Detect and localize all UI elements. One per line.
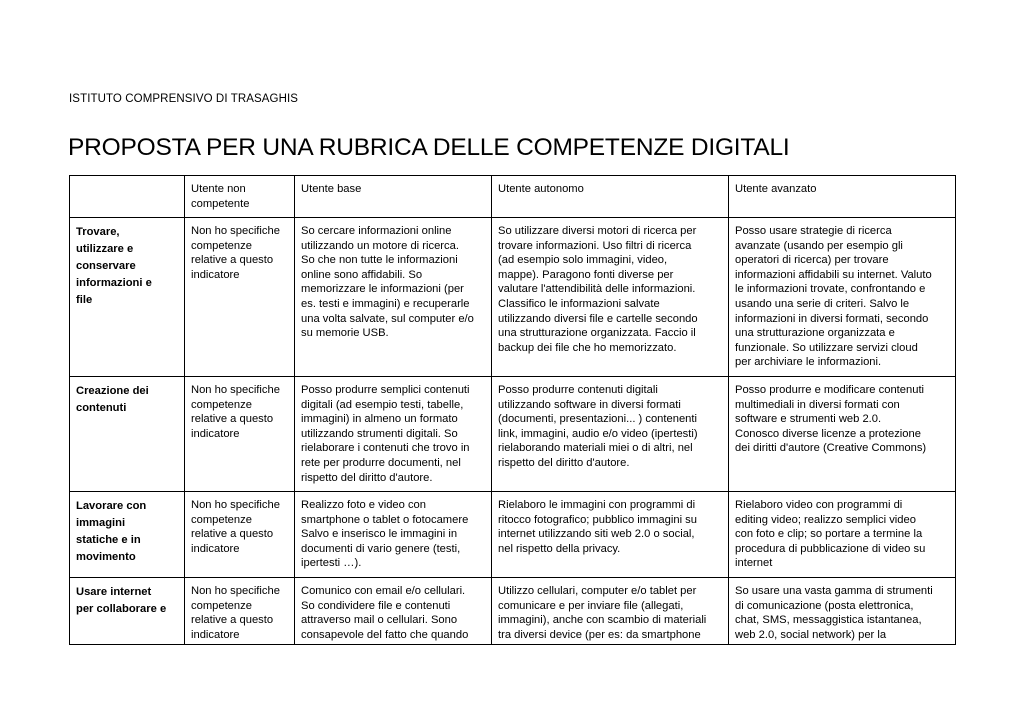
table-cell: Utilizzo cellulari, computer e/o tablet per comunicare e per inviare file (allegati, immagini), anche con scambio di materiali tra diversi device (per es: da smartphone: [492, 578, 729, 645]
row-label: Usare internet per collaborare e: [70, 578, 185, 645]
table-cell: Posso produrre e modificare contenuti multimediali in diversi formati con software e strumenti web 2.0. Conosco diverse licenze a protezione dei diritti d'autore (Creative Commons): [729, 377, 956, 492]
table-cell: Rielaboro le immagini con programmi di ritocco fotografico; pubblico immagini su internet utilizzando siti web 2.0 o social, nel rispetto della privacy.: [492, 492, 729, 578]
competence-rubric-table: [69, 175, 956, 645]
table-cell: Non ho specifiche competenze relative a questo indicatore: [185, 218, 295, 377]
table-row: [70, 578, 956, 645]
table-cell: Non ho specifiche competenze relative a questo indicatore: [185, 578, 295, 645]
table-row: [70, 377, 956, 492]
header-cell-non-competent: Utente non competente: [185, 176, 295, 218]
table-cell: Comunico con email e/o cellulari. So condividere file e contenuti attraverso mail o cellulari. Sono consapevole del fatto che quando: [295, 578, 492, 645]
header-cell-advanced: Utente avanzato: [729, 176, 956, 218]
institute-name: ISTITUTO COMPRENSIVO DI TRASAGHIS: [69, 93, 299, 105]
table-cell: So cercare informazioni online utilizzando un motore di ricerca. So che non tutte le informazioni online sono affidabili. So memorizzare le informazioni (per es. testi e immagini) e recuperarle una volta salvate, sul computer e/o su memorie USB.: [295, 218, 492, 377]
header-row: [70, 176, 956, 218]
table-cell: Rielaboro video con programmi di editing video; realizzo semplici video con foto e clip; so portare a termine la procedura di pubblicazione di video su internet: [729, 492, 956, 578]
header-cell-autonomous: Utente autonomo: [492, 176, 729, 218]
header-cell-empty: [70, 176, 185, 218]
table-cell: Posso usare strategie di ricerca avanzate (usando per esempio gli operatori di ricerca) per trovare informazioni affidabili su internet. Valuto le informazioni trovate, confrontando e usando una serie di criteri. Salvo le informazioni in diversi formati, secondo una strutturazione organizzata e funzionale. So utilizzare servizi cloud per archiviare le informazioni.: [729, 218, 956, 377]
row-label: Lavorare con immagini statiche e in movimento: [70, 492, 185, 578]
document-title: PROPOSTA PER UNA RUBRICA DELLE COMPETENZE DIGITALI: [68, 134, 790, 161]
table-cell: Posso produrre semplici contenuti digitali (ad esempio testi, tabelle, immagini) in almeno un formato utilizzando strumenti digitali. So rielaborare i contenuti che trovo in rete per produrre documenti, nel rispetto del diritto d'autore.: [295, 377, 492, 492]
row-label: Creazione dei contenuti: [70, 377, 185, 492]
table-cell: Non ho specifiche competenze relative a questo indicatore: [185, 492, 295, 578]
table-cell: Realizzo foto e video con smartphone o tablet o fotocamere Salvo e inserisco le immagini in documenti di vario genere (testi, ipertesti …).: [295, 492, 492, 578]
table-row: [70, 492, 956, 578]
table-cell: So usare una vasta gamma di strumenti di comunicazione (posta elettronica, chat, SMS, messaggistica istantanea, web 2.0, social network) per la: [729, 578, 956, 645]
table-cell: Posso produrre contenuti digitali utilizzando software in diversi formati (documenti, presentazioni... ) contenenti link, immagini, audio e/o video (ipertesti) rielaborando materiali miei o di altri, nel rispetto del diritto d'autore.: [492, 377, 729, 492]
table-cell: Non ho specifiche competenze relative a questo indicatore: [185, 377, 295, 492]
table-row: [70, 218, 956, 377]
row-label: Trovare, utilizzare e conservare informazioni e file: [70, 218, 185, 377]
table-cell: So utilizzare diversi motori di ricerca per trovare informazioni. Uso filtri di ricerca (ad esempio solo immagini, video, mappe). Paragono fonti diverse per valutare l'attendibilità delle informazioni. Classifico le informazioni salvate utilizzando diversi file e cartelle secondo una strutturazione organizzata. Faccio il backup dei file che ho memorizzato.: [492, 218, 729, 377]
header-cell-basic: Utente base: [295, 176, 492, 218]
